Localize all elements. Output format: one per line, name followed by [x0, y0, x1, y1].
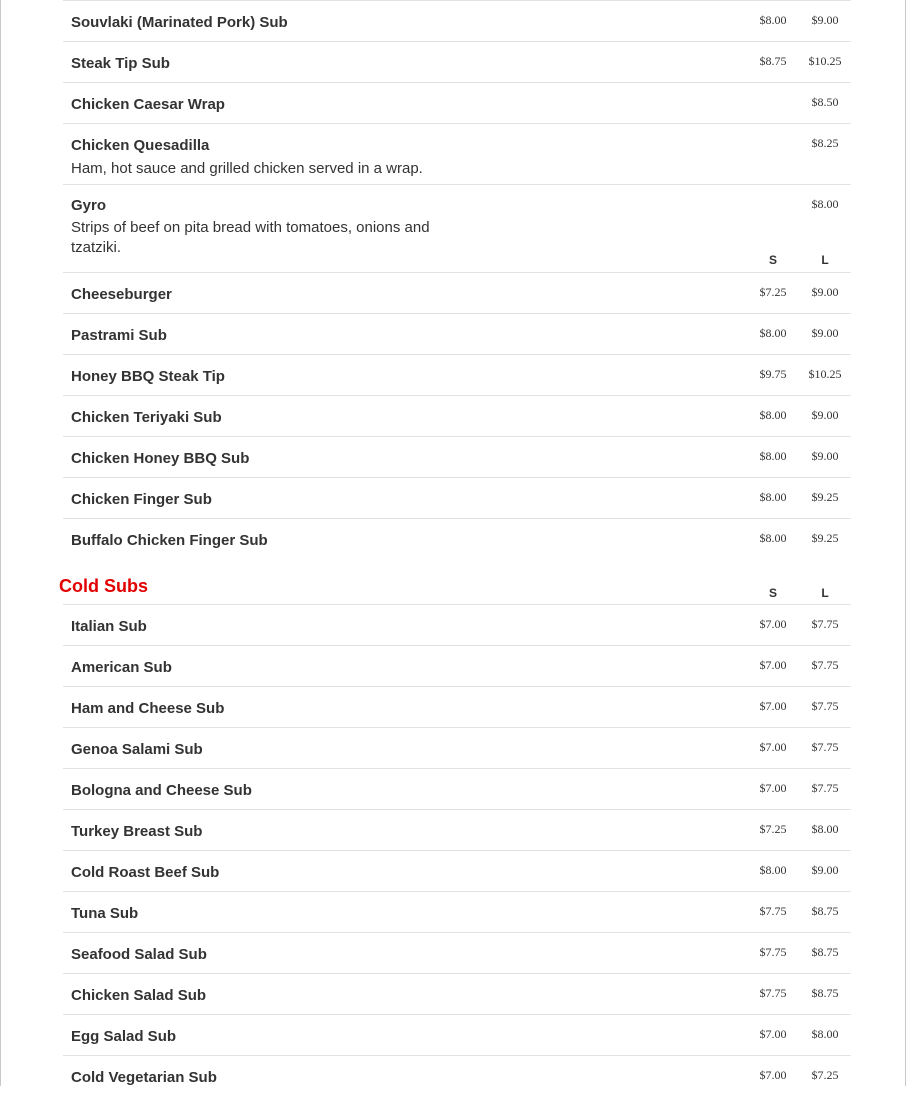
price-small: $7.25 — [759, 822, 787, 836]
price-large: $8.00 — [811, 822, 839, 836]
item-name: Chicken Teriyaki Sub — [71, 409, 222, 426]
menu-item[interactable] — [63, 41, 851, 82]
item-name: Pastrami Sub — [71, 327, 167, 344]
price-large: $8.75 — [811, 986, 839, 1000]
menu-item[interactable] — [63, 727, 851, 768]
item-name: Bologna and Cheese Sub — [71, 782, 252, 799]
item-name: American Sub — [71, 659, 172, 676]
price-large: $9.00 — [811, 326, 839, 340]
price-large: $8.75 — [811, 945, 839, 959]
size-header-small: S — [768, 586, 777, 600]
price-small: $7.75 — [759, 945, 787, 959]
item-name: Souvlaki (Marinated Pork) Sub — [71, 14, 288, 31]
price-large: $7.75 — [811, 740, 839, 754]
menu-item[interactable] — [63, 354, 851, 395]
size-header-large: L — [821, 253, 829, 267]
price-large: $9.00 — [811, 449, 839, 463]
price-small: $8.00 — [759, 326, 787, 340]
item-description: Strips of beef on pita bread with tomatoes, onions and tzatziki. — [71, 219, 430, 256]
item-description: Ham, hot sauce and grilled chicken served in a wrap. — [71, 160, 423, 177]
menu-item[interactable] — [63, 891, 851, 932]
menu-item[interactable] — [63, 477, 851, 518]
menu-item[interactable] — [63, 604, 851, 645]
price-large: $8.75 — [811, 904, 839, 918]
menu-item[interactable] — [63, 0, 851, 41]
price-large: $8.50 — [811, 95, 839, 109]
price-large: $9.00 — [811, 408, 839, 422]
menu-item[interactable] — [63, 932, 851, 973]
price-large: $7.75 — [811, 699, 839, 713]
item-name: Egg Salad Sub — [71, 1028, 177, 1045]
item-name: Seafood Salad Sub — [71, 946, 207, 963]
price-small: $7.00 — [759, 1027, 787, 1041]
item-name: Cold Roast Beef Sub — [71, 864, 220, 881]
price-large: $7.75 — [811, 617, 839, 631]
price-large: $9.00 — [811, 285, 839, 299]
price-large: $10.25 — [808, 367, 842, 381]
item-name: Italian Sub — [71, 618, 147, 635]
item-name: Gyro — [71, 197, 107, 214]
menu-item[interactable] — [63, 686, 851, 727]
price-small: $7.25 — [759, 285, 787, 299]
item-name: Cold Vegetarian Sub — [71, 1069, 217, 1086]
menu-item[interactable] — [63, 809, 851, 850]
menu-item[interactable] — [63, 973, 851, 1014]
price-small: $7.00 — [759, 699, 787, 713]
price-small: $8.00 — [759, 531, 787, 545]
menu-item[interactable] — [63, 82, 851, 123]
size-header-large: L — [821, 586, 829, 600]
menu-item[interactable] — [63, 272, 851, 313]
price-small: $7.00 — [759, 1068, 787, 1082]
menu-item[interactable] — [63, 645, 851, 686]
price-small: $8.00 — [759, 449, 787, 463]
price-large: $8.00 — [811, 1027, 839, 1041]
price-large: $9.25 — [811, 490, 839, 504]
item-name: Honey BBQ Steak Tip — [71, 368, 225, 385]
price-small: $7.00 — [759, 740, 787, 754]
menu-item[interactable] — [63, 768, 851, 809]
price-large: $9.00 — [811, 863, 839, 877]
price-small: $8.00 — [759, 490, 787, 504]
menu-item[interactable] — [63, 518, 851, 559]
menu-item[interactable] — [63, 184, 851, 272]
item-name: Buffalo Chicken Finger Sub — [71, 532, 268, 549]
cold-subs-list — [63, 604, 851, 1096]
item-name: Tuna Sub — [71, 905, 139, 922]
item-name: Chicken Honey BBQ Sub — [71, 450, 250, 467]
price-small: $7.75 — [759, 986, 787, 1000]
item-name: Cheeseburger — [71, 286, 172, 303]
menu-item[interactable] — [63, 850, 851, 891]
item-name: Steak Tip Sub — [71, 55, 170, 72]
menu-item[interactable] — [63, 123, 851, 184]
price-small: $8.00 — [759, 863, 787, 877]
menu-item[interactable] — [63, 1014, 851, 1055]
menu-item[interactable] — [63, 313, 851, 354]
price-large: $8.00 — [811, 197, 839, 211]
price-small: $8.00 — [759, 13, 787, 27]
price-large: $9.00 — [811, 13, 839, 27]
price-small: $7.00 — [759, 617, 787, 631]
menu-item[interactable] — [63, 395, 851, 436]
menu-item[interactable] — [63, 436, 851, 477]
price-small: $7.00 — [759, 658, 787, 672]
price-small: $8.75 — [759, 54, 787, 68]
section-title-cold-subs: Cold Subs — [59, 576, 148, 596]
size-header-row — [63, 586, 851, 604]
item-name: Chicken Quesadilla — [71, 137, 210, 154]
price-large: $8.25 — [811, 136, 839, 150]
price-large: $7.75 — [811, 781, 839, 795]
price-large: $7.75 — [811, 658, 839, 672]
price-small: $7.75 — [759, 904, 787, 918]
item-name: Chicken Caesar Wrap — [71, 96, 225, 113]
item-name: Chicken Salad Sub — [71, 987, 207, 1004]
price-small: $9.75 — [759, 367, 787, 381]
size-header-small: S — [768, 253, 777, 267]
price-small: $8.00 — [759, 408, 787, 422]
price-large: $10.25 — [808, 54, 842, 68]
price-large: $9.25 — [811, 531, 839, 545]
hot-items-list — [63, 0, 851, 559]
price-large: $7.25 — [811, 1068, 839, 1082]
price-small: $7.00 — [759, 781, 787, 795]
item-name: Chicken Finger Sub — [71, 491, 212, 508]
menu-item[interactable] — [63, 1055, 851, 1096]
item-name: Turkey Breast Sub — [71, 823, 203, 840]
item-name: Genoa Salami Sub — [71, 741, 203, 758]
item-name: Ham and Cheese Sub — [71, 700, 225, 717]
